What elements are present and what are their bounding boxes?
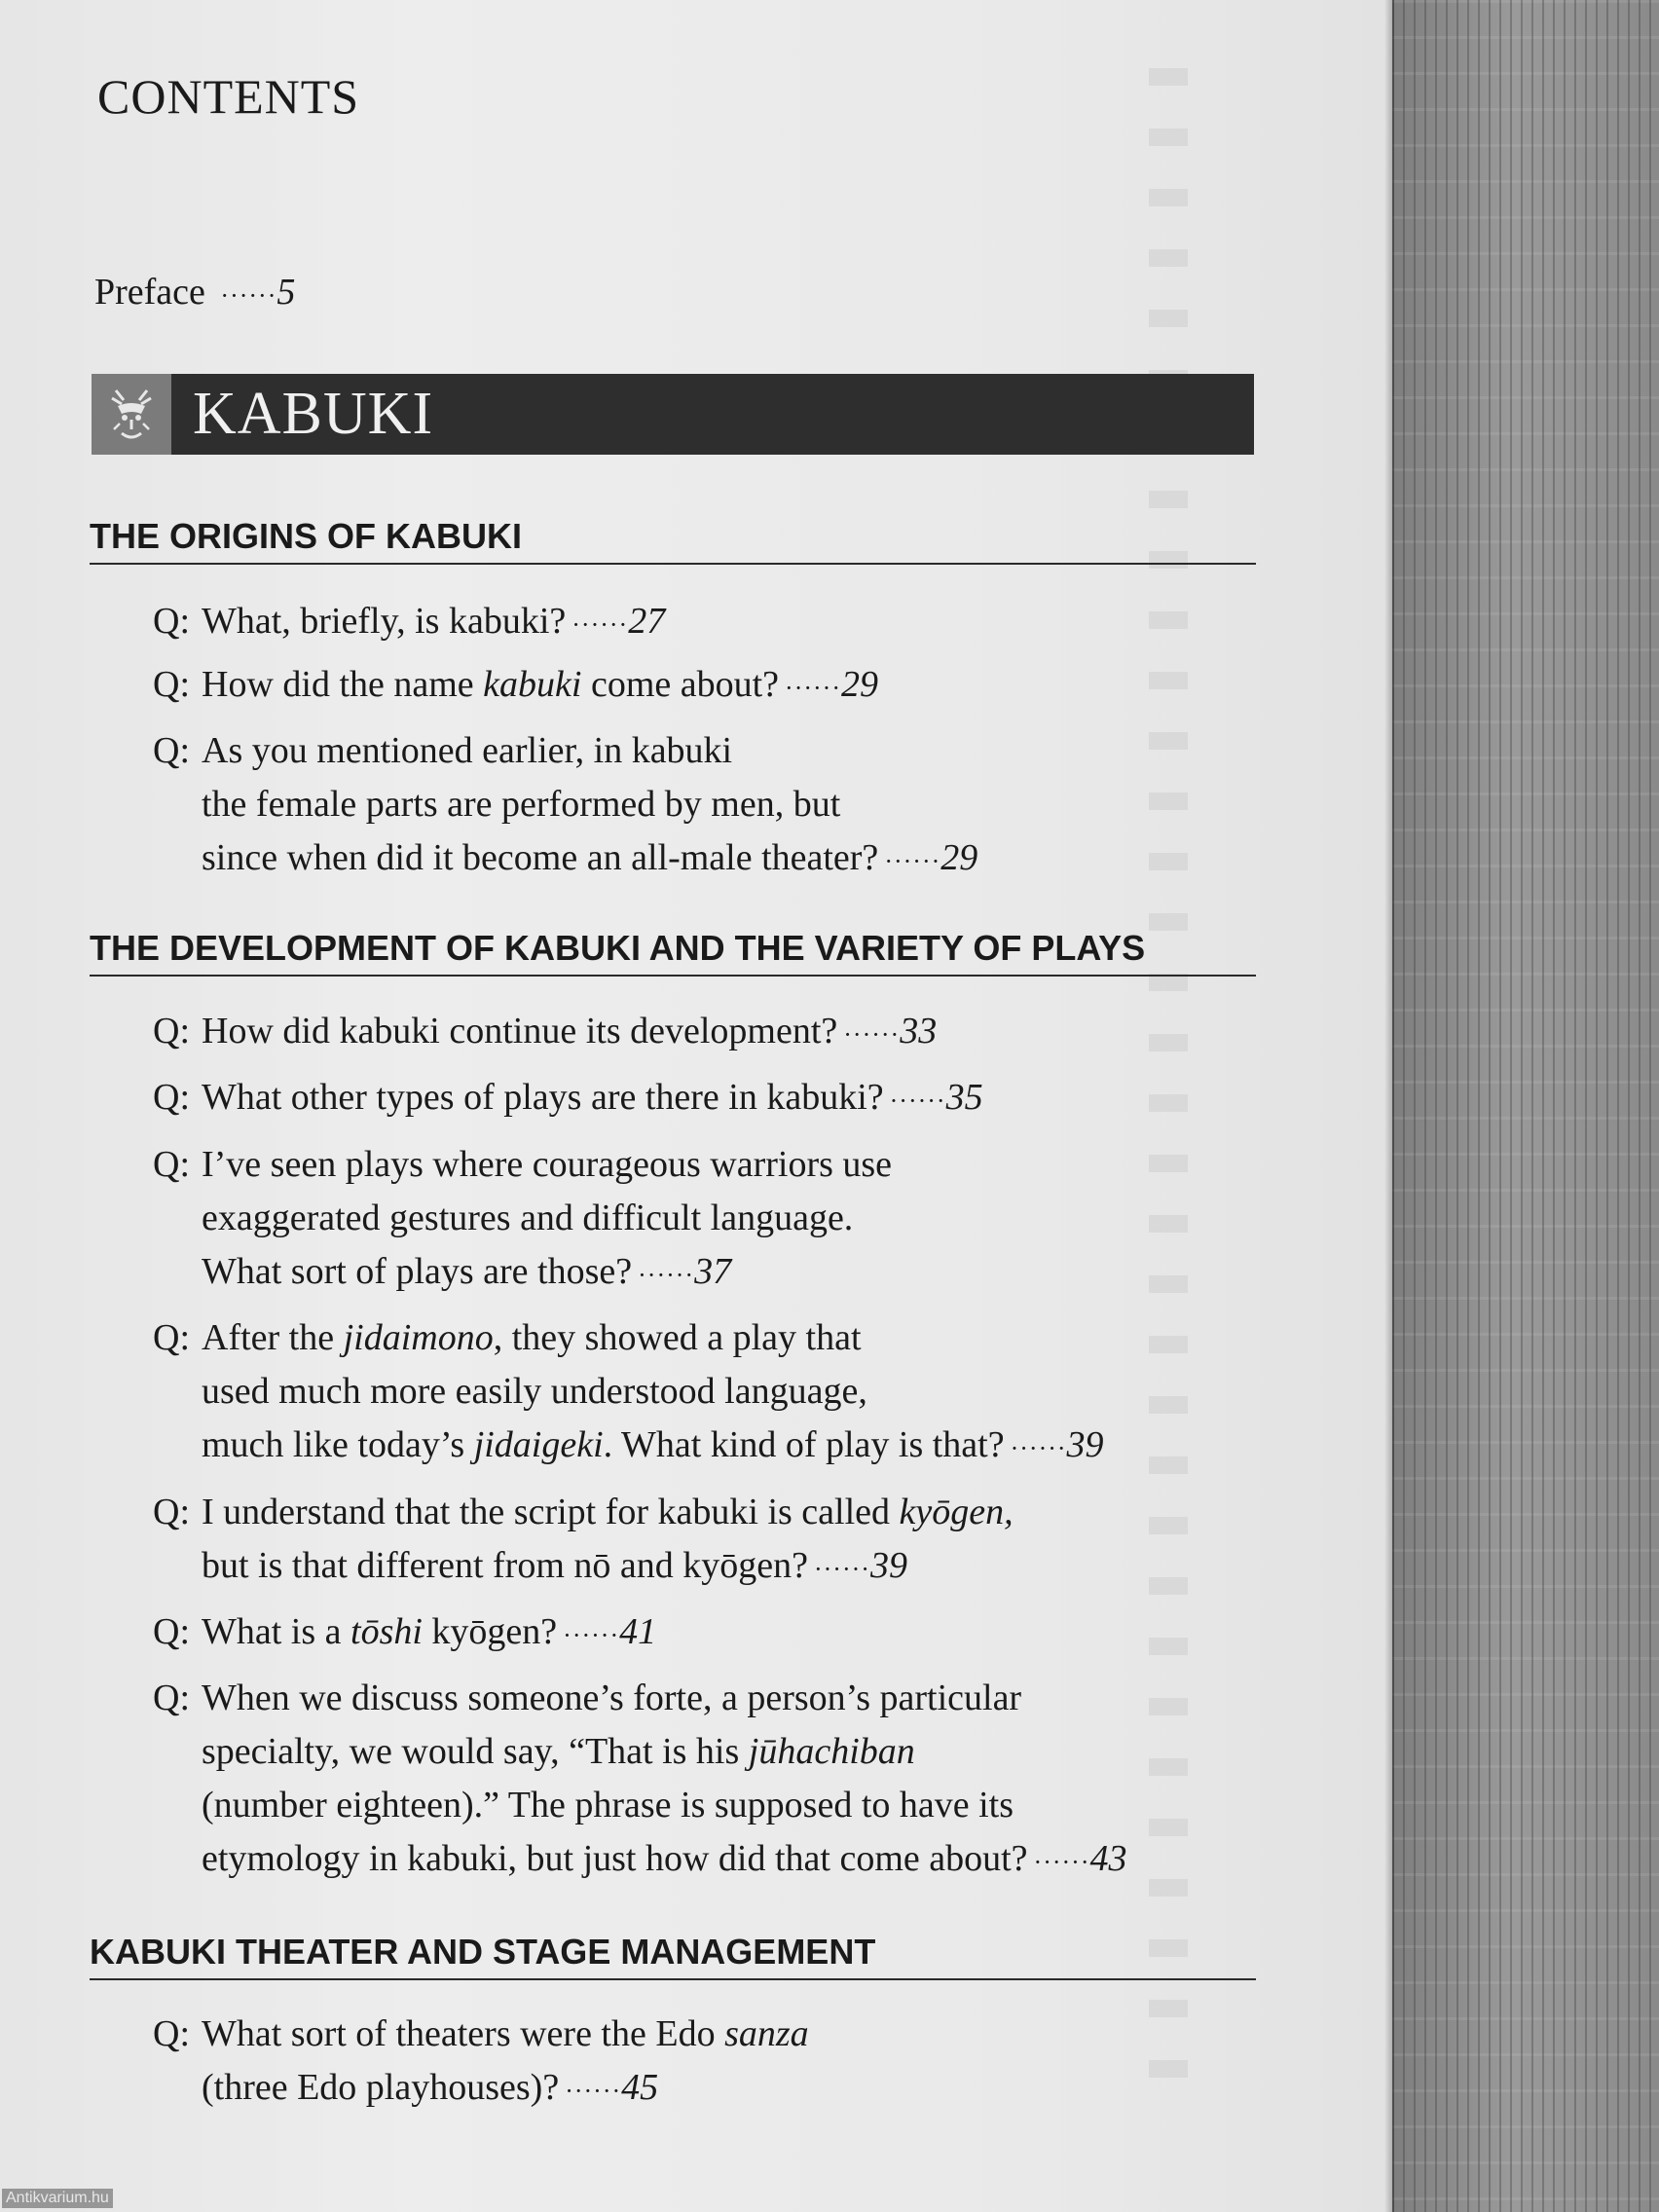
entry-italic: jūhachiban bbox=[748, 1731, 915, 1772]
entry-text: What sort of plays are those? bbox=[202, 1251, 633, 1292]
entry-text: . What kind of play is that? bbox=[603, 1424, 1005, 1465]
toc-entry bbox=[153, 658, 1263, 715]
q-prefix: Q: bbox=[153, 1611, 190, 1652]
page-number: 45 bbox=[621, 2067, 659, 2108]
q-prefix: Q: bbox=[153, 1077, 190, 1118]
q-prefix: Q: bbox=[153, 730, 190, 771]
leader-dots: ······ bbox=[843, 1020, 901, 1049]
page-number: 35 bbox=[945, 1077, 983, 1118]
entry-text: I understand that the script for kabuki is called bbox=[202, 1492, 900, 1532]
entry-text: (number eighteen).” The phrase is supposed to have its bbox=[202, 1785, 1014, 1825]
toc-entry bbox=[153, 724, 1263, 888]
entry-text: specialty, we would say, “That is his bbox=[202, 1731, 749, 1772]
leader-dots: ······ bbox=[565, 2077, 622, 2105]
entry-text: What is a bbox=[202, 1611, 351, 1652]
toc-entry bbox=[153, 1486, 1263, 1596]
section-heading: KABUKI THEATER AND STAGE MANAGEMENT bbox=[90, 1932, 1256, 1980]
entry-italic: kabuki bbox=[483, 664, 582, 705]
entry-text: used much more easily understood language, bbox=[202, 1371, 867, 1412]
page-number: 37 bbox=[694, 1251, 732, 1292]
q-prefix: Q: bbox=[153, 1317, 190, 1358]
entry-text: , they showed a play that bbox=[493, 1317, 862, 1358]
entry-italic: sanza bbox=[724, 2013, 809, 2054]
page-number: 39 bbox=[869, 1545, 907, 1586]
entry-text: When we discuss someone’s forte, a person’s particular bbox=[202, 1677, 1022, 1718]
toc-entry bbox=[153, 1005, 1263, 1061]
entry-text: (three Edo playhouses)? bbox=[202, 2067, 560, 2108]
q-prefix: Q: bbox=[153, 1677, 190, 1718]
entry-text: the female parts are performed by men, but bbox=[202, 784, 841, 825]
q-prefix: Q: bbox=[153, 2013, 190, 2054]
page-edge-shadow bbox=[1384, 0, 1394, 2212]
leader-dots: ······ bbox=[563, 1621, 620, 1649]
entry-text: come about? bbox=[581, 664, 780, 705]
q-prefix: Q: bbox=[153, 1144, 190, 1185]
entry-italic: kyōgen, bbox=[899, 1492, 1014, 1532]
toc-entry bbox=[153, 1138, 1263, 1302]
entry-text: As you mentioned earlier, in kabuki bbox=[202, 730, 733, 771]
leader-dots: ······ bbox=[1033, 1848, 1090, 1876]
toc-entry bbox=[153, 595, 1263, 651]
page-number: 5 bbox=[276, 272, 296, 313]
entry-italic: jidaigeki bbox=[473, 1424, 604, 1465]
entry-text: much like today’s bbox=[202, 1424, 474, 1465]
entry-text: etymology in kabuki, but just how did that come about? bbox=[202, 1838, 1028, 1879]
entry-text: I’ve seen plays where courageous warriors use bbox=[202, 1144, 893, 1185]
entry-text: What other types of plays are there in kabuki? bbox=[202, 1077, 884, 1118]
entry-text: How did the name bbox=[202, 664, 484, 705]
page-number: 41 bbox=[619, 1611, 657, 1652]
page-number: 39 bbox=[1066, 1424, 1104, 1465]
q-prefix: Q: bbox=[153, 1492, 190, 1532]
page-number: 27 bbox=[628, 601, 666, 642]
preface-label: Preface bbox=[94, 272, 205, 313]
banner-title: KABUKI bbox=[193, 381, 434, 447]
leader-dots: ······ bbox=[571, 610, 629, 639]
q-prefix: Q: bbox=[153, 664, 190, 705]
q-prefix: Q: bbox=[153, 1011, 190, 1051]
entry-text: What, briefly, is kabuki? bbox=[202, 601, 567, 642]
entry-text: After the bbox=[202, 1317, 344, 1358]
toc-entry bbox=[153, 1311, 1263, 1475]
kumadori-mask-icon bbox=[92, 374, 171, 455]
leader-dots: ······ bbox=[889, 1087, 946, 1115]
preface-entry bbox=[94, 271, 295, 313]
leader-dots: ······ bbox=[785, 674, 841, 702]
leader-dots: ······ bbox=[813, 1555, 870, 1583]
page-number: 33 bbox=[900, 1011, 938, 1051]
section-heading: THE ORIGINS OF KABUKI bbox=[90, 516, 1256, 565]
page-number: 43 bbox=[1089, 1838, 1127, 1879]
page-number: 29 bbox=[841, 664, 878, 705]
background-surface bbox=[1392, 0, 1659, 2212]
section-heading: THE DEVELOPMENT OF KABUKI AND THE VARIETY OF PLAYS bbox=[90, 928, 1256, 977]
page-number: 29 bbox=[940, 837, 978, 878]
part-banner bbox=[92, 374, 1254, 455]
leader-dots: ······ bbox=[1010, 1434, 1067, 1462]
toc-entry bbox=[153, 1605, 1263, 1662]
leader-dots: ······ bbox=[884, 847, 941, 875]
entry-text: What sort of theaters were the Edo bbox=[202, 2013, 725, 2054]
leader-dots: ······ bbox=[220, 281, 277, 310]
entry-text: since when did it become an all-male theater? bbox=[202, 837, 879, 878]
entry-italic: jidaimono bbox=[343, 1317, 494, 1358]
entry-text: kyōgen? bbox=[422, 1611, 558, 1652]
entry-text: How did kabuki continue its development? bbox=[202, 1011, 838, 1051]
entry-italic: tōshi bbox=[350, 1611, 423, 1652]
toc-entry bbox=[153, 1071, 1263, 1127]
watermark: Antikvarium.hu bbox=[2, 2189, 113, 2208]
q-prefix: Q: bbox=[153, 601, 190, 642]
leader-dots: ······ bbox=[638, 1261, 695, 1289]
toc-entry bbox=[153, 1672, 1263, 1889]
toc-entry bbox=[153, 2008, 1263, 2118]
entry-text: exaggerated gestures and difficult language. bbox=[202, 1198, 854, 1238]
entry-text: but is that different from nō and kyōgen? bbox=[202, 1545, 808, 1586]
contents-heading: CONTENTS bbox=[97, 69, 360, 124]
